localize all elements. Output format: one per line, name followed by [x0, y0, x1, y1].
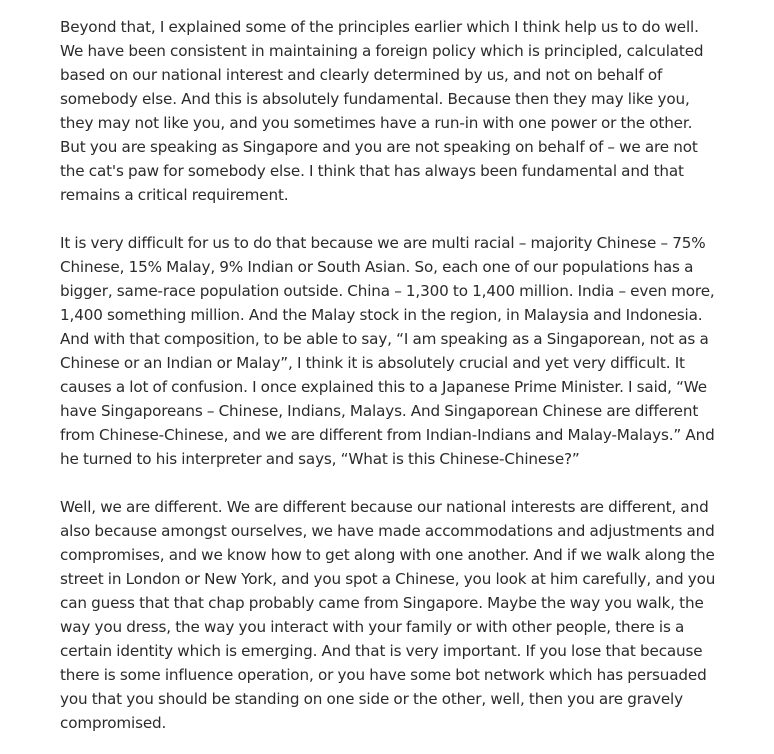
paragraph-principles: Beyond that, I explained some of the principles earlier which I think help us to do well. We have been consistent in maintaining a foreign policy which is principled, calculated based on our national interest and clearly determined by us, and not on behalf of somebody else. And this is absolutely fundamental. Because then they may like you, they may not like you, and you sometimes have a run-in with one power or the other. But you are speaking as Singapore and you are not speaking on behalf of – we are not the cat's paw for somebody else. I think that has always been fundamental and that remains a critical requirement. [60, 18, 704, 204]
paragraph-identity: Well, we are different. We are different because our national interests are different, and also because amongst ourselves, we have made accommodations and adjustments and compromises, and we know how to get along with one another. And if we walk along the street in London or New York, and you spot a Chinese, you look at him carefully, and you can guess that that chap probably came from Singapore. Maybe the way you walk, the way you dress, the way you interact with your family or with other people, there is a certain identity which is emerging. And that is very important. If you lose that because there is some influence operation, or you have some bot network which has persuaded you that you should be standing on one side or the other, well, then you are gravely compromised. [60, 498, 716, 732]
paragraph-multiracial: It is very difficult for us to do that because we are multi racial – majority Chinese – 75% Chinese, 15% Malay, 9% Indian or South Asian. So, each one of our populations has a bigger, same-race population outside. China – 1,300 to 1,400 million. India – even more, 1,400 something million. And the Malay stock in the region, in Malaysia and Indonesia. And with that composition, to be able to say, “I am speaking as a Singaporean, not as a Chinese or an Indian or Malay”, I think it is absolutely crucial and yet very difficult. It causes a lot of confusion. I once explained this to a Japanese Prime Minister. I said, “We have Singaporeans – Chinese, Indians, Malays. And Singaporean Chinese are different from Chinese-Chinese, and we are different from Indian-Indians and Malay-Malays.” And he turned to his interpreter and says, “What is this Chinese-Chinese?” [60, 234, 715, 468]
